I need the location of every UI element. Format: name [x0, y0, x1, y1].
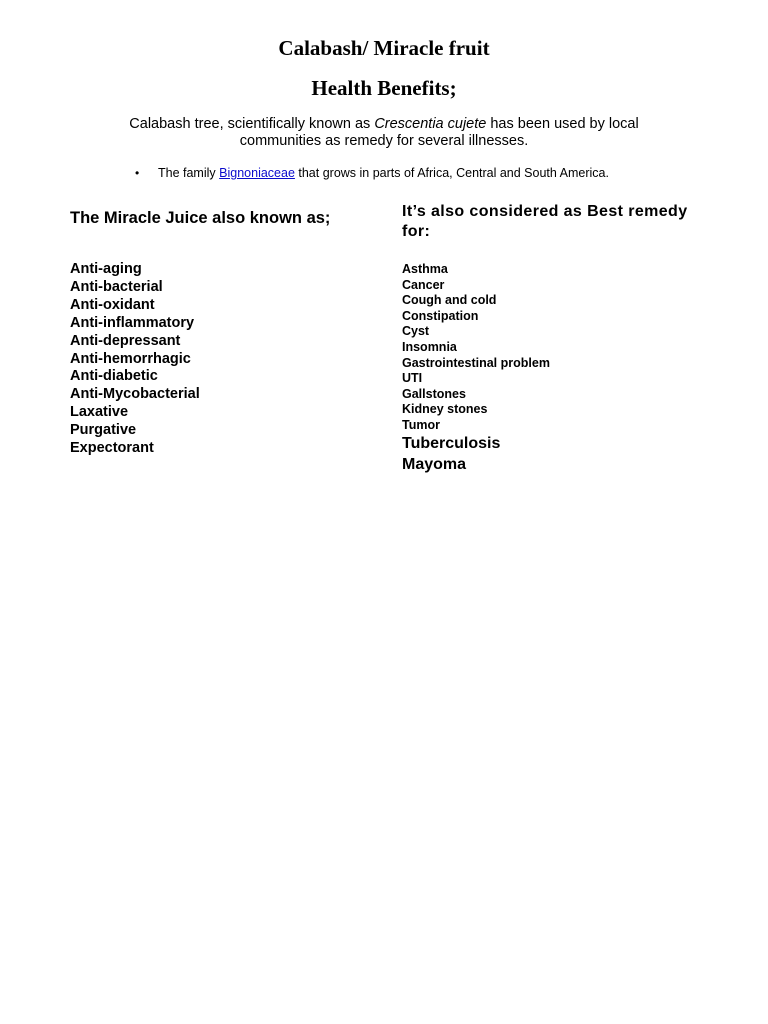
remedy-item-large: Tuberculosis — [402, 435, 501, 452]
remedy-item: Insomnia — [402, 339, 457, 354]
bullet-text-end: that grows in parts of Africa, Central and South America. — [294, 166, 609, 180]
property-item: Anti-depressant — [70, 332, 181, 349]
miracle-juice-heading: The Miracle Juice also known as; — [70, 209, 331, 227]
family-bullet-item — [135, 165, 735, 181]
document-title: Calabash/ Miracle fruit — [278, 36, 490, 60]
remedy-item: UTI — [402, 371, 423, 386]
remedy-item-large: Mayoma — [402, 455, 467, 473]
remedy-item: Cough and cold — [402, 293, 497, 308]
bignoniaceae-link[interactable]: Bignoniaceae — [219, 166, 295, 180]
property-item: Anti-oxidant — [70, 296, 155, 313]
property-item: Laxative — [70, 404, 129, 421]
property-item: Anti-diabetic — [70, 368, 158, 385]
best-remedy-heading-line1: It’s also considered as Best remedy — [402, 203, 688, 220]
property-item: Anti-Mycobacterial — [70, 386, 200, 403]
property-item: Anti-aging — [70, 261, 142, 277]
document-subtitle: Health Benefits; — [311, 76, 457, 100]
remedy-item: Asthma — [402, 262, 448, 276]
scientific-name: Crescentia cujete — [374, 116, 487, 132]
remedies-list — [402, 262, 550, 434]
remedies-list-large — [402, 434, 500, 475]
property-item: Expectorant — [70, 440, 154, 457]
intro-text-start: Calabash tree, scientifically known as — [129, 116, 375, 132]
best-remedy-heading — [402, 202, 722, 242]
intro-text-end: has been used by local — [486, 116, 639, 132]
property-item: Purgative — [70, 422, 137, 439]
bullet-icon: • — [135, 166, 140, 180]
remedy-item: Tumor — [402, 417, 440, 432]
remedy-item: Constipation — [402, 308, 479, 323]
remedy-item: Gastrointestinal problem — [402, 355, 550, 370]
property-item: Anti-bacterial — [70, 278, 163, 295]
intro-text-line2: communities as remedy for several illnesses. — [239, 133, 529, 149]
properties-list — [70, 261, 200, 458]
property-item: Anti-hemorrhagic — [70, 350, 191, 367]
property-item: Anti-inflammatory — [70, 314, 195, 331]
remedy-item: Cancer — [402, 277, 445, 292]
remedy-item: Cyst — [402, 324, 430, 339]
intro-paragraph — [84, 116, 684, 150]
remedy-item: Kidney stones — [402, 402, 488, 417]
remedy-item: Gallstones — [402, 386, 466, 401]
best-remedy-heading-line2: for: — [402, 223, 431, 240]
bullet-text-start: The family — [158, 166, 220, 180]
